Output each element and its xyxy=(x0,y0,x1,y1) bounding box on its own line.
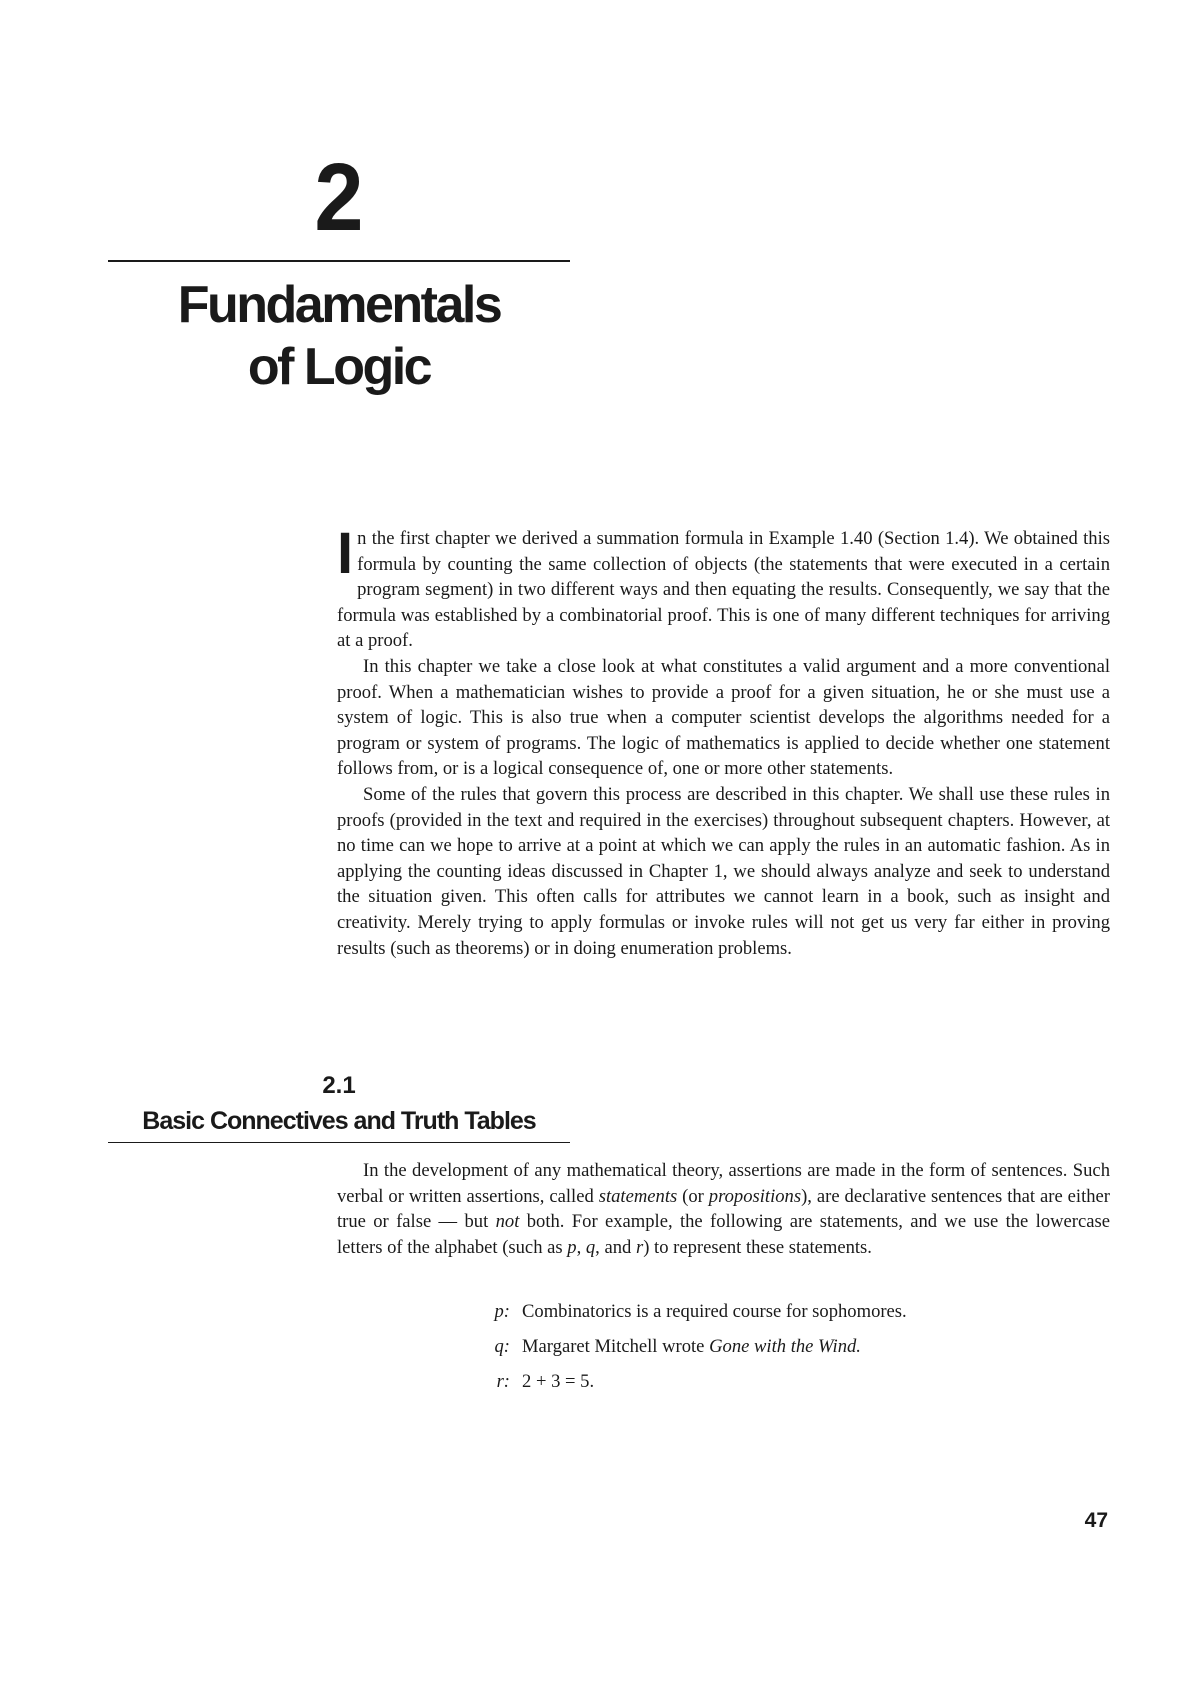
var-q: q xyxy=(585,1236,596,1258)
statement-label: r: xyxy=(496,1371,510,1392)
statement-text xyxy=(522,1335,1070,1359)
statement-text: Combinatorics is a required course for sophomores. xyxy=(522,1301,907,1322)
statement-p xyxy=(470,1300,1070,1324)
statement-list xyxy=(470,1300,1070,1405)
text-run: (or xyxy=(677,1185,709,1207)
term-statements: statements xyxy=(598,1185,678,1207)
emphasis-not: not xyxy=(495,1211,520,1233)
text-run: In the development of any mathematical theory, assertions are made in the form of sentences. Such verbal or written assertions, called xyxy=(337,1160,1110,1207)
statement-r xyxy=(470,1370,1070,1394)
statement-text: 2 + 3 = 5. xyxy=(522,1371,595,1392)
intro-text xyxy=(337,521,1110,961)
text-run: both. For example, the following are statements, and we use the lowercase letters of the alphabet (such as xyxy=(337,1211,1110,1258)
term-propositions: propositions xyxy=(708,1185,802,1207)
chapter-rule xyxy=(108,260,570,262)
section-text xyxy=(337,1158,1110,1260)
statement-label: p: xyxy=(494,1301,510,1322)
intro-paragraph-1-text: n the first chapter we derived a summation formula in Example 1.40 (Section 1.4). We obtained this formula by counting the same collection of objects (the statements that were executed in a certain program segment) in two different ways and then equating the results. Consequently, we say that the formula was established by a combinatorial proof. This is one of many different techniques for arriving at a proof. xyxy=(337,528,1110,652)
intro-paragraph-3: Some of the rules that govern this process are described in this chapter. We shall use these rules in proofs (provided in the text and required in the exercises) throughout subsequent chapters. However, at no time can we hope to arrive at a point at which we can apply the rules in an automatic fashion. As in applying the counting ideas discussed in Chapter 1, we should always analyze and seek to understand the situation given. This often calls for attributes we cannot learn in a book, such as insight and creativity. Merely trying to apply formulas or invoke rules will not get us very far either in proving results (such as theorems) or in doing enumeration problems. xyxy=(337,783,1110,959)
var-p: p xyxy=(567,1236,577,1258)
section-title: Basic Connectives and Truth Tables xyxy=(142,1107,536,1135)
var-r: r xyxy=(635,1236,644,1258)
intro-paragraph-1 xyxy=(337,521,1110,654)
page-number: 47 xyxy=(1084,1509,1108,1532)
text-run: ) to represent these statements. xyxy=(643,1236,872,1258)
drop-cap: I xyxy=(337,521,354,586)
statement-label: q: xyxy=(494,1336,510,1357)
text-run: Margaret Mitchell wrote xyxy=(522,1336,710,1357)
book-title: Gone with the Wind. xyxy=(709,1336,861,1357)
text-run: ), are declarative sentences that are either true or false — but xyxy=(337,1185,1110,1233)
statement-q xyxy=(470,1335,1070,1359)
section-number: 2.1 xyxy=(322,1072,356,1099)
chapter-title-line-1: Fundamentals xyxy=(177,276,501,334)
chapter-title xyxy=(108,274,570,398)
text-run: , and xyxy=(595,1236,636,1258)
chapter-title-line-2: of Logic xyxy=(247,338,431,396)
chapter-number: 2 xyxy=(314,144,364,251)
section-paragraph-1 xyxy=(337,1158,1110,1260)
text-run: , xyxy=(576,1236,586,1258)
intro-paragraph-2: In this chapter we take a close look at what constitutes a valid argument and a more conventional proof. When a mathematician wishes to provide a proof for a given situation, he or she must use a system of logic. This is also true when a computer scientist develops the algorithms needed for a program or system of programs. The logic of mathematics is applied to decide whether one statement follows from, or is a logical consequence of, one or more other statements. xyxy=(337,655,1110,780)
section-rule xyxy=(108,1142,570,1143)
